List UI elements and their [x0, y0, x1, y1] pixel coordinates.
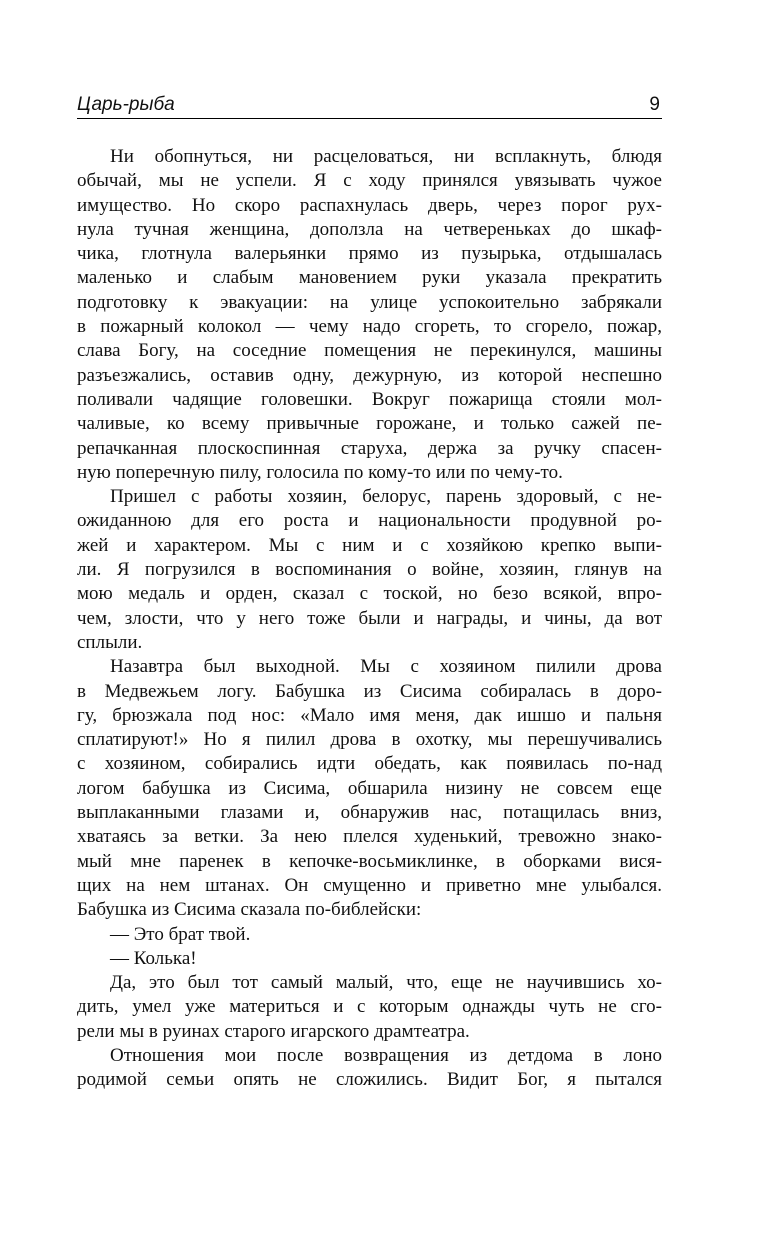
text-line: обычай, мы не успели. Я с ходу принялся увязывать чужое: [77, 170, 662, 192]
text-line: гу, брюзжала под нос: «Мало имя меня, дак ишшо и пальня: [77, 704, 662, 726]
text-line: — Это брат твой.: [110, 923, 251, 945]
text-line: Да, это был тот самый малый, что, еще не научившись хо-: [110, 972, 662, 994]
text-line: чаливые, ко всему привычные горожане, и только сажей пе-: [77, 413, 662, 435]
text-line: щих на нем штанах. Он смущенно и приветно мне улыбался.: [77, 874, 662, 896]
running-title: Царь-рыба: [77, 94, 175, 115]
text-line: имущество. Но скоро распахнулась дверь, через порог рух-: [77, 194, 662, 216]
text-line: — Колька!: [110, 947, 197, 969]
text-line: ную поперечную пилу, голосила по кому-то или по чему-то.: [77, 461, 563, 483]
text-line: ли. Я погрузился в воспоминания о войне, хозяин, глянув на: [77, 559, 662, 581]
text-line: сплыли.: [77, 631, 143, 653]
text-line: Бабушка из Сисима сказала по-библейски:: [77, 899, 422, 921]
text-line: слава Богу, на соседние помещения не перекинулся, машины: [77, 340, 662, 362]
text-line: разъезжались, оставив одну, дежурную, из которой неспешно: [77, 364, 662, 386]
text-line: логом бабушка из Сисима, обшарила низину не совсем еще: [77, 777, 662, 799]
text-line: родимой семьи опять не сложились. Видит Бог, я пытался: [77, 1069, 662, 1091]
text-line: маленько и слабым мановением руки указала прекратить: [77, 267, 662, 289]
text-line: с хозяином, собирались идти обедать, как появилась по-над: [77, 753, 662, 775]
text-line: жей и характером. Мы с ним и с хозяйкою крепко выпи-: [77, 534, 662, 556]
text-line: хватаясь за ветки. За нею плелся худенький, тревожно знако-: [77, 826, 662, 848]
text-line: рели мы в руинах старого игарского драмтеатра.: [77, 1020, 470, 1042]
text-line: чика, глотнула валерьянки прямо из пузырька, отдышалась: [77, 243, 662, 265]
text-line: в пожарный колокол — чему надо сгореть, то сгорело, пожар,: [77, 316, 662, 338]
running-header: [77, 94, 662, 119]
text-line: поливали чадящие головешки. Вокруг пожарища стояли мол-: [77, 388, 662, 410]
page-number: 9: [649, 94, 660, 115]
text-line: нула тучная женщина, доползла на четвереньках до шкаф-: [77, 218, 662, 240]
text-line: выплаканными глазами и, обнаружив нас, потащилась вниз,: [77, 802, 662, 824]
text-line: мый мне паренек в кепочке-восьмиклинке, в оборками вися-: [77, 850, 662, 872]
text-line: репачканная плоскоспинная старуха, держа за ручку спасен-: [77, 437, 662, 459]
text-line: сплатируют!» Но я пилил дрова в охотку, мы перешучивались: [77, 729, 662, 751]
body-text: [77, 145, 662, 1093]
text-line: Ни обопнуться, ни расцеловаться, ни всплакнуть, блюдя: [110, 146, 662, 167]
text-line: Пришел с работы хозяин, белорус, парень здоровый, с не-: [110, 486, 662, 508]
text-line: дить, умел уже материться и с которым однажды чуть не сго-: [77, 996, 662, 1018]
text-line: ожиданною для его роста и национальности продувной ро-: [77, 510, 662, 532]
text-line: подготовку к эвакуации: на улице успокоительно забрякали: [77, 291, 662, 313]
text-line: Назавтра был выходной. Мы с хозяином пилили дрова: [110, 656, 662, 678]
text-line: мою медаль и орден, сказал с тоской, но безо всякой, впро-: [77, 583, 662, 605]
text-line: в Медвежьем логу. Бабушка из Сисима собиралась в доро-: [77, 680, 662, 702]
text-line: Отношения мои после возвращения из детдома в лоно: [110, 1044, 662, 1066]
text-line: чем, злости, что у него тоже были и награды, и чины, да вот: [77, 607, 662, 629]
